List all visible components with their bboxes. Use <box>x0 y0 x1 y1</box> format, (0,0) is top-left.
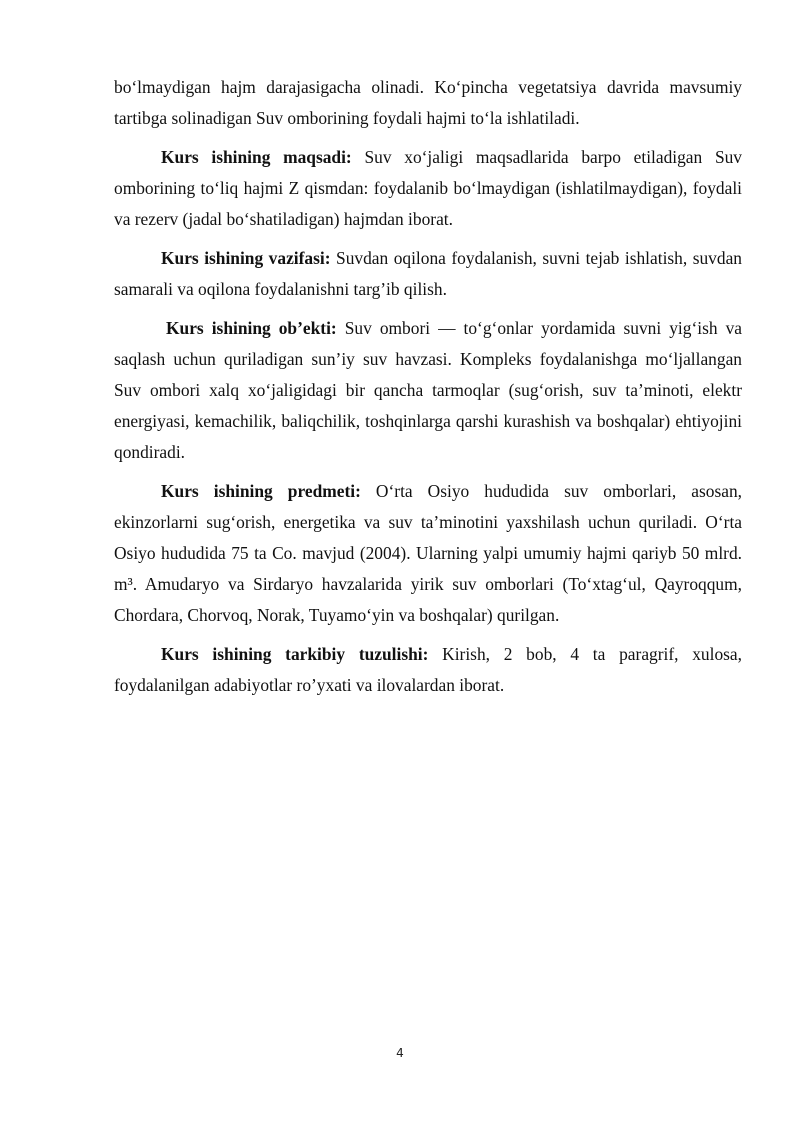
paragraph-text: bo‘lmaydigan hajm darajasigacha olinadi. Ko‘pincha vegetatsiya davrida mavsumiy tartibga solinadigan Suv omborining foydali hajmi to‘la ishlatiladi. <box>114 77 742 128</box>
page-number: 4 <box>396 1046 404 1060</box>
paragraph-subject <box>114 476 742 631</box>
paragraph-text: O‘rta Osiyo hududida suv omborlari, asosan, ekinzorlarni sug‘orish, energetika va suv ta’minotini yaxshilash uchun quriladi. O‘rta Osiyo hududida 75 ta Co. mavjud (2004). Ularning yalpi umumiy hajmi qariyb 50 mlrd. m³. Amudaryo va Sirdaryo havzalarida yirik suv omborlari (To‘xtag‘ul, Qayroqqum, Chordara, Chorvoq, Norak, Tuyamo‘yin va boshqalar) qurilgan. <box>114 481 742 625</box>
paragraph-heading: Kurs ishining vazifasi: <box>161 248 331 268</box>
paragraph-task <box>114 243 742 305</box>
paragraph-text: Suv xo‘jaligi maqsadlarida barpo etiladigan Suv omborining to‘liq hajmi Z qismdan: foydalanib bo‘lmaydigan (ishlatilmaydigan), foydali va rezerv (jadal bo‘shatiladigan) hajmdan iborat. <box>114 147 743 229</box>
paragraph-text: Suv ombori — to‘g‘onlar yordamida suvni yig‘ish va saqlash uchun quriladigan sun’iy suv havzasi. Kompleks foydalanishga mo‘ljallangan Suv ombori xalq xo‘jaligidagi bir qancha tarmoqlar (sug‘orish, suv ta’minoti, elektr energiyasi, kemachilik, baliqchilik, toshqinlarga qarshi kurashish va boshqalar) ehtiyojini qondiradi. <box>114 318 742 462</box>
paragraph-heading: Kurs ishining predmeti: <box>161 481 361 501</box>
paragraph-structure <box>114 639 742 701</box>
paragraph-heading: Kurs ishining ob’ekti: <box>166 318 337 338</box>
paragraph-text: Kirish, 2 bob, 4 ta paragrif, xulosa, foydalanilgan adabiyotlar ro’yxati va ilovalardan iborat. <box>114 644 742 695</box>
page-body <box>114 72 742 709</box>
paragraph-heading: Kurs ishining tarkibiy tuzulishi: <box>161 644 429 664</box>
paragraph-goal <box>114 142 742 235</box>
paragraph-text: Suvdan oqilona foydalanish, suvni tejab ishlatish, suvdan samarali va oqilona foydalanishni targ’ib qilish. <box>114 248 742 299</box>
paragraph-heading: Kurs ishining maqsadi: <box>161 147 352 167</box>
paragraph-object <box>114 313 742 468</box>
paragraph-continuation <box>114 72 742 134</box>
